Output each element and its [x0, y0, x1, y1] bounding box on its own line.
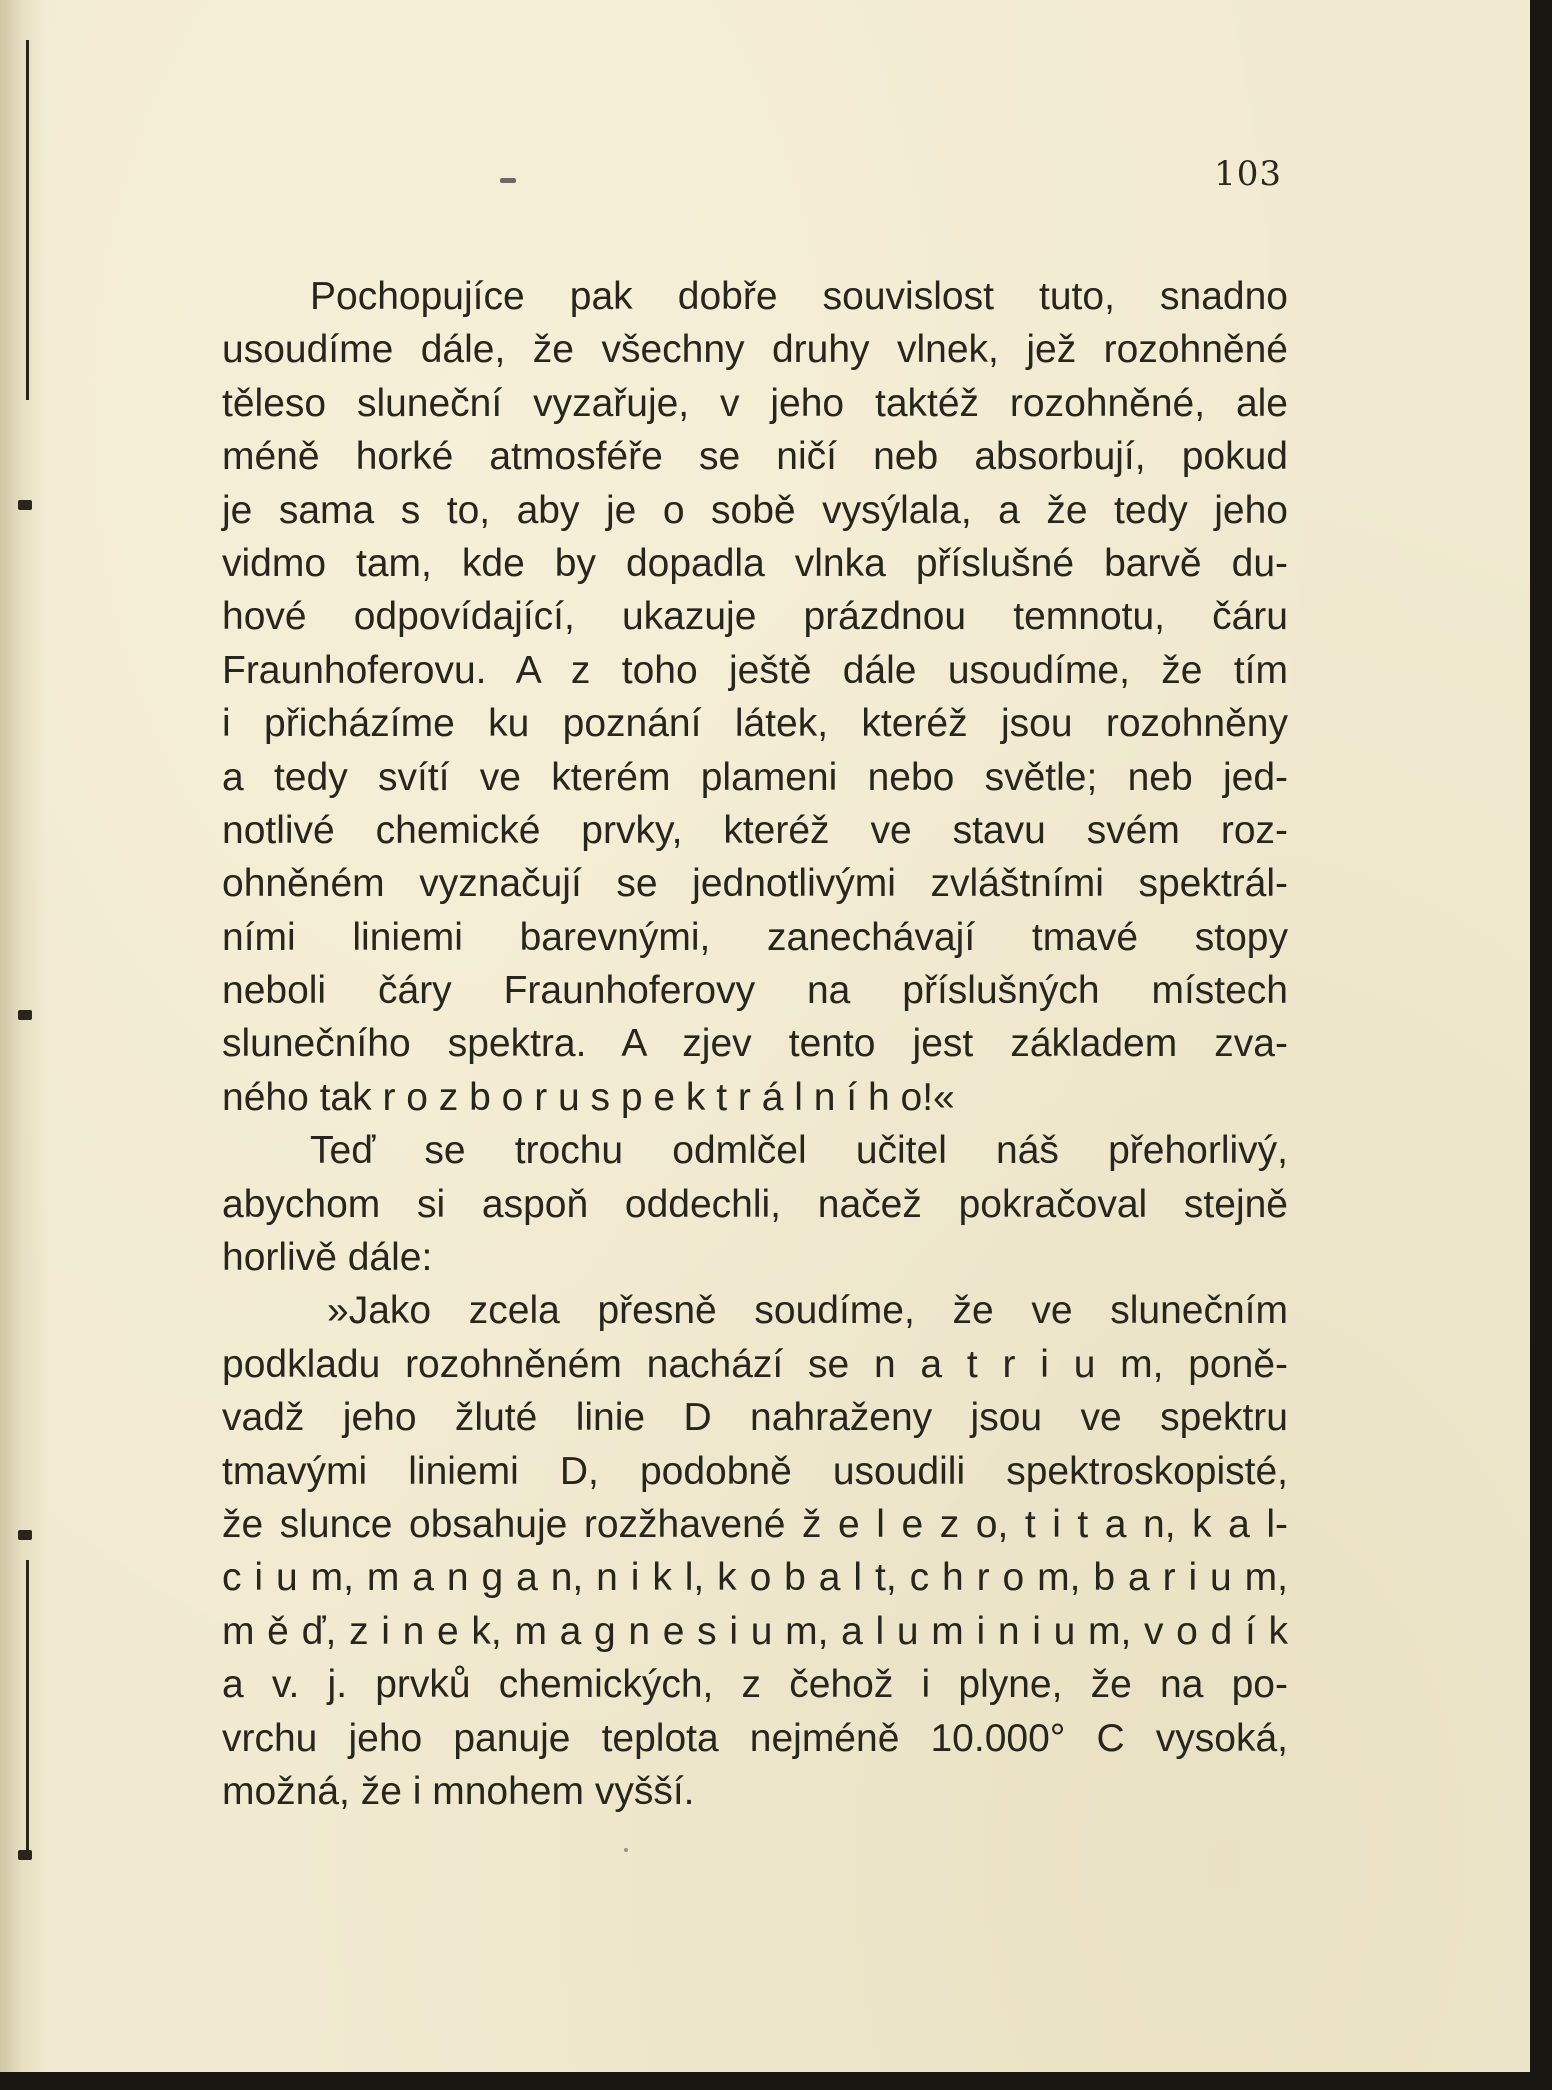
text-line: »Jako zcela přesně soudíme, že ve slunečním — [327, 1289, 1288, 1333]
text-line: horlivě dále: — [222, 1236, 433, 1280]
text-line: Pochopujíce pak dobře souvislost tuto, snadno — [310, 275, 1288, 318]
text-line: usoudíme dále, že všechny druhy vlnek, jež rozohněné — [222, 328, 1288, 372]
text-line: abychom si aspoň oddechli, načež pokračoval stejně — [222, 1182, 1288, 1226]
text-line: tmavými liniemi D, podobně usoudili spektroskopisté, — [222, 1449, 1288, 1493]
text-line: vadž jeho žluté linie D nahraženy jsou ve spektru — [222, 1396, 1288, 1440]
text-line: ohněném vyznačují se jednotlivými zvláštními spektrál- — [222, 862, 1288, 906]
text-line: Fraunhoferovu. A z toho ještě dále usoudíme, že tím — [222, 648, 1288, 692]
text-line: slunečního spektra. A zjev tento jest základem zva- — [222, 1022, 1288, 1066]
text-line: vidmo tam, kde by dopadla vlnka příslušné barvě du- — [222, 541, 1288, 585]
binding-mark — [18, 1010, 32, 1020]
text-line: těleso sluneční vyzařuje, v jeho taktéž rozohněné, ale — [222, 381, 1288, 425]
binding-mark — [18, 1530, 32, 1540]
text-line: podkladu rozohněném nachází se n a t r i u m, poně- — [222, 1342, 1288, 1386]
paper-speck — [624, 1848, 628, 1852]
page-number: 103 — [1214, 154, 1282, 194]
text-line: a v. j. prvků chemických, z čehož i plyne, že na po- — [222, 1663, 1288, 1707]
text-line: neboli čáry Fraunhoferovy na příslušných místech — [222, 969, 1288, 1013]
text-line: Teď se trochu odmlčel učitel náš přehorlivý, — [310, 1129, 1288, 1173]
text-line: notlivé chemické prvky, kteréž ve stavu svém roz- — [222, 808, 1288, 852]
body-text — [222, 270, 1288, 1818]
text-line: je sama s to, aby je o sobě vysýlala, a že tedy jeho — [222, 488, 1288, 532]
text-line: ními liniemi barevnými, zanechávají tmavé stopy — [222, 915, 1288, 959]
text-line: ného tak r o z b o r u s p e k t r á l n í h o!« — [222, 1075, 955, 1119]
text-line: méně horké atmosféře se ničí neb absorbují, pokud — [222, 435, 1288, 479]
text-line: i přicházíme ku poznání látek, kteréž jsou rozohněny — [222, 702, 1288, 746]
binding-shadow — [0, 0, 48, 2072]
text-line: a tedy svítí ve kterém plameni nebo světle; neb jed- — [222, 755, 1288, 799]
text-line: m ě ď, z i n e k, m a g n e s i u m, a l u m i n i u m, v o d í k — [222, 1609, 1288, 1653]
text-line: c i u m, m a n g a n, n i k l, k o b a l t, c h r o m, b a r i u m, — [222, 1556, 1288, 1600]
text-line: hové odpovídající, ukazuje prázdnou temnotu, čáru — [222, 595, 1288, 639]
binding-mark — [18, 1850, 32, 1860]
binding-edge-upper — [26, 40, 29, 400]
text-line: možná, že i mnohem vyšší. — [222, 1769, 695, 1813]
text-line: vrchu jeho panuje teplota nejméně 10.000° C vysoká, — [222, 1716, 1288, 1760]
header-dash — [500, 178, 516, 183]
binding-mark — [18, 500, 32, 510]
text-line: že slunce obsahuje rozžhavené ž e l e z o, t i t a n, k a l- — [222, 1502, 1288, 1546]
binding-edge-lower — [26, 1560, 29, 1860]
